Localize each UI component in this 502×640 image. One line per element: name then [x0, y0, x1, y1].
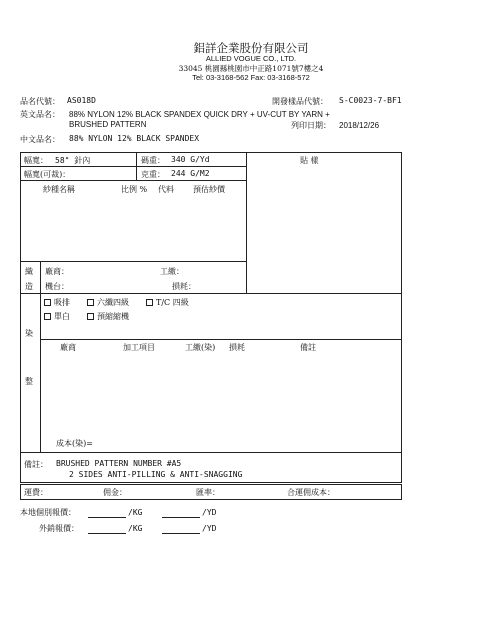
note-line-1: BRUSHED PATTERN NUMBER #A5: [56, 459, 182, 468]
usable-width-label: 幅寬(可裁)：: [24, 170, 71, 179]
weight-value: 340 G/Yd: [171, 155, 210, 164]
check-label-moisture-wicking: 吸排: [54, 298, 70, 307]
sample-label: 貼 樣: [300, 156, 319, 165]
checkbox-six-fiber[interactable]: [87, 299, 94, 306]
rule-dye-header: [40, 339, 402, 340]
checkbox-preshrink[interactable]: [87, 313, 94, 320]
print-date-label: 列印日期：: [291, 121, 331, 130]
machine-label: 機台：: [45, 282, 69, 291]
zh-name-value: 88% NYLON 12% BLACK SPANDEX: [69, 134, 200, 143]
dev-code-label: 開發樣品代號：: [272, 97, 328, 106]
checkbox-moisture-wicking[interactable]: [44, 299, 51, 306]
rule-row1: [20, 166, 246, 167]
foreign-price-kg-line: [88, 533, 126, 534]
col-note: 備註: [300, 343, 316, 352]
local-price-yd-line: [162, 517, 200, 518]
note-label: 備註：: [24, 460, 48, 469]
rule-v-side: [40, 261, 41, 452]
factory-label: 廠商：: [45, 267, 69, 276]
yarn-price-header: 預估紗價: [193, 185, 225, 194]
check-label-tc-grade: T/C 四級: [156, 298, 189, 307]
gram-value: 244 G/M2: [171, 169, 210, 178]
weight-label: 碼重：: [141, 156, 165, 165]
check-label-single-white: 單白: [54, 312, 70, 321]
commission-label: 佣金：: [103, 488, 127, 497]
checkbox-single-white[interactable]: [44, 313, 51, 320]
dev-code-value: S-C0023-7-BF1: [339, 96, 402, 105]
wage-label: 工繳：: [160, 267, 184, 276]
col-loss: 損耗: [229, 343, 245, 352]
col-wage: 工繳(染): [185, 343, 216, 352]
zh-name-label: 中文品名：: [20, 135, 60, 144]
foreign-price-yd-unit: /YD: [202, 524, 217, 533]
check-label-preshrink: 預縮縮機: [97, 312, 129, 321]
rule-dye-top: [20, 293, 402, 294]
company-address: 33045 桃園縣桃園市中正路1071號7樓之4: [178, 64, 324, 73]
note-line-2: 2 SIDES ANTI-PILLING & ANTI-SNAGGING: [69, 470, 243, 479]
print-date-value: 2018/12/26: [339, 121, 380, 130]
foreign-price-yd-line: [162, 533, 200, 534]
gram-label: 克重：: [141, 170, 165, 179]
en-name-line-2: BRUSHED PATTERN: [69, 120, 147, 129]
weave-label-2: 造: [25, 282, 33, 291]
local-price-kg-unit: /KG: [128, 508, 143, 517]
rule-v-sample: [246, 152, 247, 293]
en-name-line-1: 88% NYLON 12% BLACK SPANDEX QUICK DRY + UV-CUT BY YARN +: [69, 110, 330, 119]
total-cost-label: 合運佣成本：: [287, 488, 335, 497]
dye-cost: 成本(染)=: [56, 439, 93, 448]
product-code-label: 品名代號：: [20, 97, 60, 106]
main-table: [20, 152, 402, 483]
company-name-zh: 鋁詳企業股份有限公司: [193, 41, 309, 55]
rule-v-mid: [136, 152, 137, 180]
en-name-label: 英文品名：: [20, 110, 60, 119]
dye-label-2: 整: [25, 377, 33, 386]
local-price-kg-line: [88, 517, 126, 518]
company-name-en: ALLIED VOGUE CO., LTD.: [205, 54, 297, 63]
exchange-label: 匯率：: [196, 488, 220, 497]
dye-label-1: 染: [25, 329, 33, 338]
yarn-name-header: 紗種名稱: [43, 185, 75, 194]
foreign-price-label: 外銷報價：: [39, 524, 79, 533]
width-value: 58" 針內: [55, 156, 91, 165]
foreign-price-kg-unit: /KG: [128, 524, 143, 533]
freight-label: 運費：: [24, 488, 48, 497]
weave-label-1: 織: [25, 267, 33, 276]
col-process: 加工項目: [123, 343, 155, 352]
checkbox-tc-grade[interactable]: [146, 299, 153, 306]
rule-note-top: [20, 452, 402, 453]
local-price-yd-unit: /YD: [202, 508, 217, 517]
company-contact: Tel: 03-3168-562 Fax: 03-3168-572: [192, 73, 310, 82]
rule-row2: [20, 180, 246, 181]
check-label-six-fiber: 六纖四級: [97, 298, 129, 307]
loss-label: 損耗：: [172, 282, 196, 291]
product-code-value: AS018D: [67, 96, 96, 105]
material-header: 代料: [158, 185, 174, 194]
local-price-label: 本地個別報價：: [20, 508, 76, 517]
rule-weave-top: [20, 261, 246, 262]
col-vendor: 廠商: [60, 343, 76, 352]
width-label: 幅寬：: [24, 156, 48, 165]
ratio-header: 比例 %: [121, 185, 148, 194]
